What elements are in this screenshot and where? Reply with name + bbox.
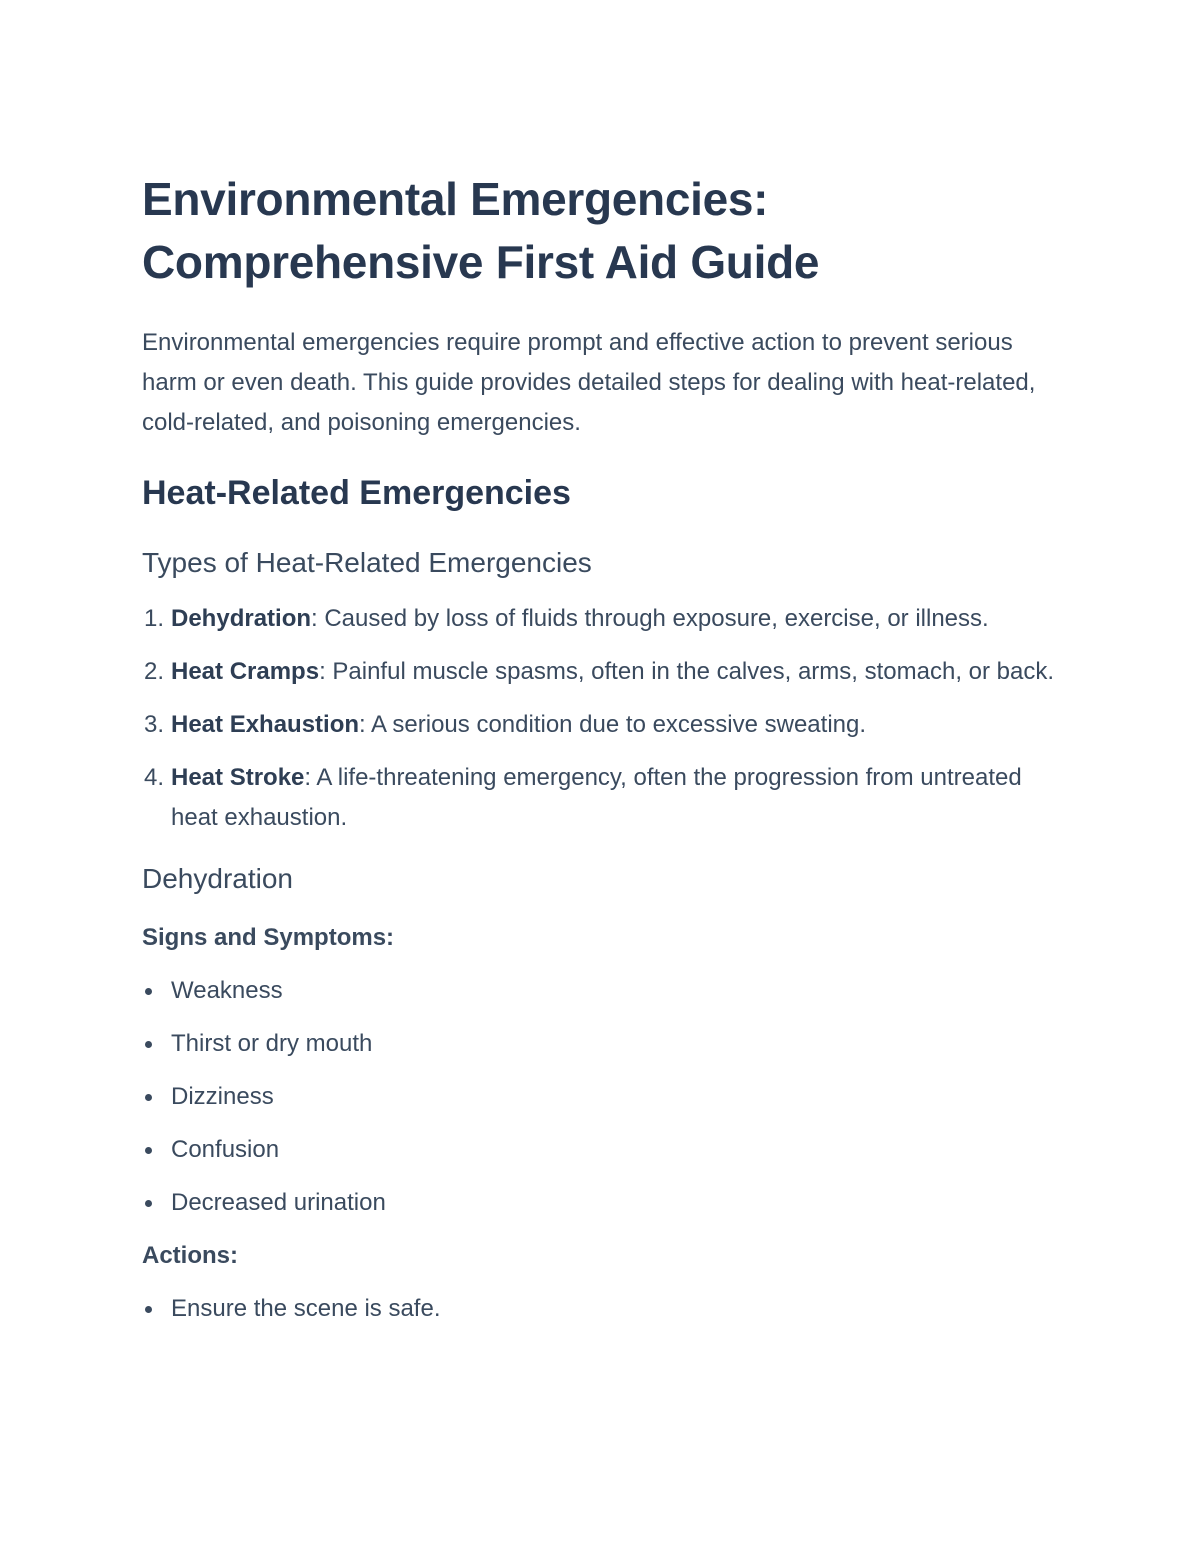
actions-list: [142, 1289, 1072, 1329]
list-number: 4.: [143, 764, 164, 791]
list-term: Heat Cramps: [171, 658, 320, 685]
list-item: [142, 1183, 1072, 1223]
list-text: Confusion: [171, 1136, 280, 1163]
subheading-types: Types of Heat-Related Emergencies: [142, 547, 592, 578]
list-number: 3.: [143, 711, 164, 738]
list-text: : A serious condition due to excessive sweating.: [359, 711, 867, 738]
list-text: Decreased urination: [171, 1189, 386, 1216]
bullet-icon: [145, 1094, 152, 1101]
list-item: [142, 705, 1072, 745]
list-number: 2.: [143, 658, 164, 685]
bullet-icon: [145, 1306, 152, 1313]
list-item: [142, 758, 1072, 838]
signs-label: Signs and Symptoms:: [142, 924, 395, 951]
bullet-icon: [145, 1041, 152, 1048]
bullet-icon: [145, 1200, 152, 1207]
list-text: : Caused by loss of fluids through exposure, exercise, or illness.: [311, 605, 989, 632]
list-term: Heat Stroke: [171, 764, 305, 791]
actions-label: Actions:: [142, 1242, 238, 1269]
document-page: [142, 168, 1072, 1342]
list-item: [142, 1130, 1072, 1170]
page-title-line-1: Environmental Emergencies:: [142, 173, 769, 225]
list-item: [142, 599, 1072, 639]
bullet-icon: [145, 1147, 152, 1154]
list-item: [142, 1289, 1072, 1329]
list-term: Heat Exhaustion: [171, 711, 360, 738]
list-text: : Painful muscle spasms, often in the calves, arms, stomach, or back.: [319, 658, 1055, 685]
list-item: [142, 1077, 1072, 1117]
signs-list: [142, 971, 1072, 1223]
list-text: : A life-threatening emergency, often the progression from untreated heat exhaustion.: [171, 764, 1022, 831]
subheading-dehydration: Dehydration: [142, 863, 293, 894]
page-title-line-2: Comprehensive First Aid Guide: [142, 236, 820, 288]
types-list: [142, 599, 1072, 838]
intro-paragraph: Environmental emergencies require prompt and effective action to prevent serious harm or even death. This guide provides detailed steps for dealing with heat-related, cold-related, and poisoning emergencies.: [142, 329, 1036, 436]
list-number: 1.: [143, 605, 164, 632]
section-heading-heat: Heat-Related Emergencies: [142, 474, 571, 512]
bullet-icon: [145, 988, 152, 995]
page-title: [142, 168, 1072, 294]
list-text: Ensure the scene is safe.: [171, 1295, 441, 1322]
list-item: [142, 1024, 1072, 1064]
list-item: [142, 652, 1072, 692]
list-text: Dizziness: [171, 1083, 274, 1110]
list-text: Thirst or dry mouth: [171, 1030, 373, 1057]
list-text: Weakness: [171, 977, 283, 1004]
list-item: [142, 971, 1072, 1011]
list-term: Dehydration: [171, 605, 312, 632]
